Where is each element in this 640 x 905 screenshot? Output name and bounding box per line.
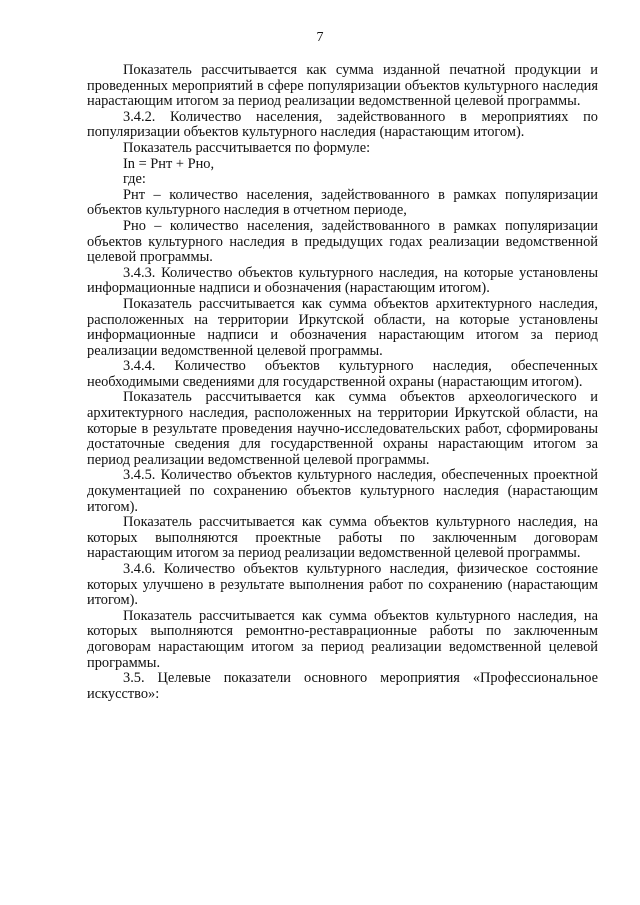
paragraph-3-4-4-heading: 3.4.4. Количество объектов культурного наследия, обеспеченных необходимыми сведениями для государственной охраны (нарастающим итогом).: [87, 358, 598, 390]
paragraph-3-5-heading: 3.5. Целевые показатели основного мероприятия «Профессиональное искусство»:: [87, 670, 598, 702]
formula-term-rnt: Рнт – количество населения, задействованного в рамках популяризации объектов культурного наследия в отчетном периоде,: [87, 186, 598, 219]
page-number: 7: [316, 30, 324, 45]
paragraph-indicator-1: Показатель рассчитывается как сумма изданной печатной продукции и проведенных мероприятий в сфере популяризации объектов культурного наследия нарастающим итогом за период реализации ведомственной целевой программы.: [87, 62, 598, 110]
paragraph-3-4-4-body: Показатель рассчитывается как сумма объектов археологического и архитектурного наследия, расположенных на территории Иркутской области, на которые в результате проведения научно-исследовательских работ, сформированы достаточные сведения для государственной охраны нарастающим итогом за период реализации ведомственной целевой программы.: [87, 389, 598, 468]
paragraph-3-4-5-heading: 3.4.5. Количество объектов культурного наследия, обеспеченных проектной документацией по сохранению объектов культурного наследия (нарастающим итогом).: [87, 467, 598, 515]
paragraph-3-4-3-body: Показатель рассчитывается как сумма объектов архитектурного наследия, расположенных на территории Иркутской области, на которые установлены информационные надписи и обозначения нарастающим итогом за период реализации ведомственной целевой программы.: [87, 295, 598, 359]
paragraph-3-4-6-body: Показатель рассчитывается как сумма объектов культурного наследия, на которых выполняются ремонтно-реставрационные работы по заключенным договорам нарастающим итогом за период реализации ведомственной целевой программы.: [87, 607, 598, 671]
paragraph-3-4-3-heading: 3.4.3. Количество объектов культурного наследия, на которые установлены информационные надписи и обозначения (нарастающим итогом).: [87, 264, 598, 297]
document-body: [87, 63, 598, 702]
paragraph-formula-intro: Показатель рассчитывается по формуле:: [123, 139, 371, 156]
paragraph-3-4-6-heading: 3.4.6. Количество объектов культурного наследия, физическое состояние которых улучшено в результате выполнения работ по сохранению (нарастающим итогом).: [87, 561, 598, 609]
formula-term-rno: Рно – количество населения, задействованного в рамках популяризации объектов культурного наследия в предыдущих годах реализации ведомственной целевой программы.: [87, 217, 598, 266]
paragraph-3-4-5-body: Показатель рассчитывается как сумма объектов культурного наследия, на которых выполняются проектные работы по заключенным договорам нарастающим итогом за период реализации ведомственной целевой программы.: [87, 514, 598, 562]
formula-where: где:: [123, 171, 146, 188]
formula: In = Рнт + Рно,: [123, 155, 215, 172]
paragraph-3-4-2-heading: 3.4.2. Количество населения, задействованного в мероприятиях по популяризации объектов культурного наследия (нарастающим итогом).: [87, 108, 598, 141]
